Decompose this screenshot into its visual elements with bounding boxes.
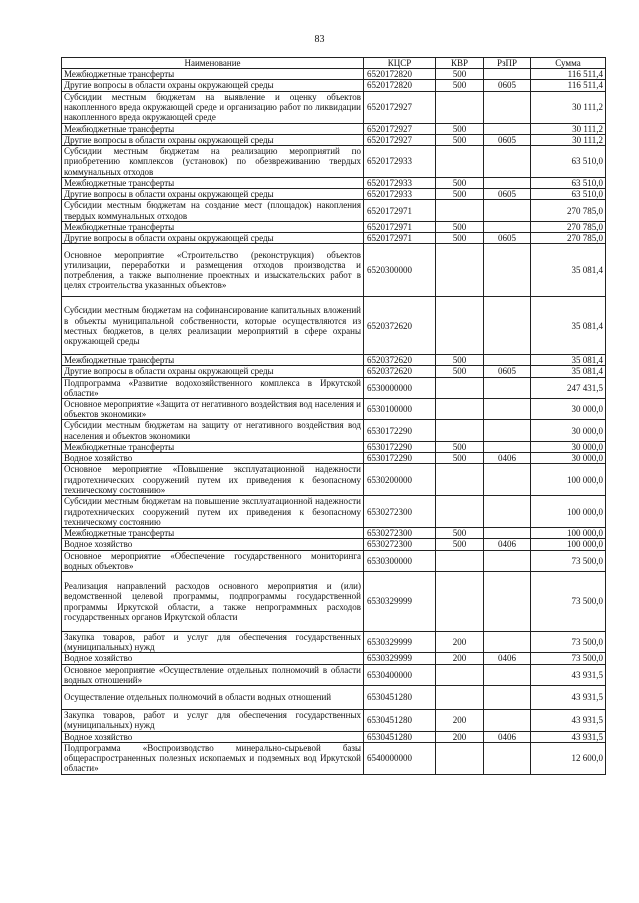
- table-row: [62, 528, 606, 539]
- row-kcsr: 6520172927: [364, 134, 436, 145]
- row-name: Субсидии местным бюджетам на создание мест (площадок) накопления твердых коммунальных отходов: [62, 200, 364, 221]
- table-row: [62, 742, 606, 774]
- row-kcsr: 6520172933: [364, 178, 436, 189]
- row-sum: 63 510,0: [531, 178, 606, 189]
- row-rzpr: [484, 69, 531, 80]
- row-rzpr: 0406: [484, 731, 531, 742]
- row-kcsr: 6540000000: [364, 742, 436, 774]
- row-kcsr: 6530172290: [364, 420, 436, 441]
- table-row: [62, 244, 606, 297]
- row-name: Осуществление отдельных полномочий в области водных отношений: [62, 686, 364, 710]
- row-kvr: [436, 686, 484, 710]
- row-rzpr: [484, 355, 531, 366]
- row-kvr: 500: [436, 366, 484, 377]
- table-row: [62, 297, 606, 355]
- row-rzpr: [484, 710, 531, 731]
- row-kvr: [436, 496, 484, 528]
- row-kcsr: 6520172933: [364, 146, 436, 178]
- row-sum: 35 081,4: [531, 366, 606, 377]
- row-kcsr: 6520372620: [364, 355, 436, 366]
- table-row: [62, 464, 606, 496]
- row-kvr: 500: [436, 441, 484, 452]
- row-kvr: 500: [436, 355, 484, 366]
- row-rzpr: [484, 178, 531, 189]
- row-name: Межбюджетные трансферты: [62, 355, 364, 366]
- row-kvr: 500: [436, 539, 484, 550]
- row-name: Основное мероприятие «Обеспечение государственного мониторинга водных объектов»: [62, 550, 364, 571]
- row-name: Субсидии местным бюджетам на реализацию мероприятий по приобретению комплексов (установок) по обезвреживанию твердых коммунальных отходов: [62, 146, 364, 178]
- row-name: Закупка товаров, работ и услуг для обеспечения государственных (муниципальных) нужд: [62, 632, 364, 653]
- budget-table: [61, 57, 606, 775]
- row-sum: 43 931,5: [531, 686, 606, 710]
- row-kvr: [436, 399, 484, 420]
- table-row: [62, 134, 606, 145]
- row-kcsr: 6520172971: [364, 221, 436, 232]
- row-name: Межбюджетные трансферты: [62, 69, 364, 80]
- row-rzpr: 0406: [484, 453, 531, 464]
- row-kvr: 500: [436, 233, 484, 244]
- row-rzpr: [484, 528, 531, 539]
- header-kcsr: КЦСР: [364, 58, 436, 69]
- table-row: [62, 189, 606, 200]
- row-rzpr: [484, 664, 531, 685]
- row-name: Субсидии местным бюджетам на повышение эксплуатационной надежности гидротехнических сооружений путем их приведения к безопасному техническому состоянию: [62, 496, 364, 528]
- row-kvr: 200: [436, 632, 484, 653]
- row-rzpr: [484, 377, 531, 398]
- row-kvr: [436, 420, 484, 441]
- row-rzpr: 0406: [484, 539, 531, 550]
- table-row: [62, 355, 606, 366]
- row-kvr: [436, 200, 484, 221]
- row-kcsr: 6530172290: [364, 441, 436, 452]
- row-kvr: 500: [436, 528, 484, 539]
- row-kvr: [436, 297, 484, 355]
- row-rzpr: 0605: [484, 134, 531, 145]
- table-row: [62, 69, 606, 80]
- row-rzpr: [484, 123, 531, 134]
- row-name: Основное мероприятие «Строительство (реконструкция) объектов утилизации, переработки и размещения отходов производства и потребления, а также выполнение проектных и изыскательских работ в целях строительства указанных объектов»: [62, 244, 364, 297]
- row-rzpr: 0406: [484, 653, 531, 664]
- row-name: Межбюджетные трансферты: [62, 441, 364, 452]
- row-rzpr: 0605: [484, 233, 531, 244]
- row-kvr: [436, 550, 484, 571]
- row-kcsr: 6520172933: [364, 189, 436, 200]
- row-sum: 116 511,4: [531, 69, 606, 80]
- row-kvr: [436, 664, 484, 685]
- row-rzpr: [484, 221, 531, 232]
- table-row: [62, 710, 606, 731]
- row-kvr: 500: [436, 123, 484, 134]
- table-header-row: [62, 58, 606, 69]
- row-kvr: [436, 572, 484, 632]
- row-rzpr: [484, 200, 531, 221]
- row-kvr: 500: [436, 178, 484, 189]
- table-row: [62, 664, 606, 685]
- row-rzpr: 0605: [484, 189, 531, 200]
- row-rzpr: [484, 742, 531, 774]
- row-sum: 116 511,4: [531, 80, 606, 91]
- row-kvr: 500: [436, 134, 484, 145]
- row-sum: 63 510,0: [531, 189, 606, 200]
- table-row: [62, 550, 606, 571]
- row-rzpr: [484, 399, 531, 420]
- row-kcsr: 6520172927: [364, 91, 436, 123]
- row-name: Субсидии местным бюджетам на защиту от негативного воздействия вод населения и объектов экономики: [62, 420, 364, 441]
- table-row: [62, 221, 606, 232]
- table-row: [62, 572, 606, 632]
- row-rzpr: [484, 550, 531, 571]
- row-kcsr: 6530000000: [364, 377, 436, 398]
- row-name: Другие вопросы в области охраны окружающей среды: [62, 233, 364, 244]
- table-row: [62, 632, 606, 653]
- row-name: Основное мероприятие «Осуществление отдельных полномочий в области водных отношений»: [62, 664, 364, 685]
- row-sum: 73 500,0: [531, 653, 606, 664]
- row-kvr: 200: [436, 731, 484, 742]
- row-kcsr: 6530272300: [364, 539, 436, 550]
- row-rzpr: [484, 297, 531, 355]
- row-rzpr: [484, 146, 531, 178]
- row-kcsr: 6520172971: [364, 200, 436, 221]
- table-row: [62, 80, 606, 91]
- table-row: [62, 366, 606, 377]
- row-name: Межбюджетные трансферты: [62, 528, 364, 539]
- row-name: Межбюджетные трансферты: [62, 123, 364, 134]
- row-kcsr: 6520172927: [364, 123, 436, 134]
- row-kcsr: 6520300000: [364, 244, 436, 297]
- row-kcsr: 6520172820: [364, 80, 436, 91]
- row-sum: 30 111,2: [531, 91, 606, 123]
- row-sum: 30 000,0: [531, 441, 606, 452]
- row-rzpr: [484, 686, 531, 710]
- row-sum: 35 081,4: [531, 355, 606, 366]
- row-sum: 73 500,0: [531, 632, 606, 653]
- table-row: [62, 146, 606, 178]
- row-sum: 270 785,0: [531, 221, 606, 232]
- row-kvr: 200: [436, 710, 484, 731]
- row-name: Другие вопросы в области охраны окружающей среды: [62, 80, 364, 91]
- row-name: Водное хозяйство: [62, 653, 364, 664]
- row-kcsr: 6530200000: [364, 464, 436, 496]
- row-name: Другие вопросы в области охраны окружающей среды: [62, 189, 364, 200]
- row-kvr: [436, 91, 484, 123]
- table-row: [62, 200, 606, 221]
- row-sum: 35 081,4: [531, 244, 606, 297]
- table-row: [62, 686, 606, 710]
- row-rzpr: 0605: [484, 80, 531, 91]
- table-row: [62, 233, 606, 244]
- row-sum: 30 111,2: [531, 134, 606, 145]
- row-kvr: 500: [436, 189, 484, 200]
- row-kvr: 500: [436, 69, 484, 80]
- row-name: Субсидии местным бюджетам на софинансирование капитальных вложений в объекты муниципальной собственности, которые осуществляются из местных бюджетов, в целях реализации мероприятий в сфере охраны окружающей среды: [62, 297, 364, 355]
- table-row: [62, 377, 606, 398]
- row-rzpr: 0605: [484, 366, 531, 377]
- table-row: [62, 91, 606, 123]
- row-kvr: [436, 742, 484, 774]
- row-kcsr: 6530272300: [364, 528, 436, 539]
- row-kcsr: 6530329999: [364, 653, 436, 664]
- row-kcsr: 6530451280: [364, 710, 436, 731]
- row-kvr: 200: [436, 653, 484, 664]
- table-row: [62, 123, 606, 134]
- row-name: Закупка товаров, работ и услуг для обеспечения государственных (муниципальных) нужд: [62, 710, 364, 731]
- row-kvr: [436, 146, 484, 178]
- row-kvr: 500: [436, 221, 484, 232]
- row-sum: 30 000,0: [531, 399, 606, 420]
- row-kcsr: 6520172820: [364, 69, 436, 80]
- row-sum: 247 431,5: [531, 377, 606, 398]
- row-rzpr: [484, 632, 531, 653]
- table-row: [62, 420, 606, 441]
- table-row: [62, 178, 606, 189]
- row-sum: 270 785,0: [531, 233, 606, 244]
- row-kvr: [436, 377, 484, 398]
- row-kcsr: 6530329999: [364, 572, 436, 632]
- row-sum: 100 000,0: [531, 539, 606, 550]
- row-sum: 73 500,0: [531, 572, 606, 632]
- row-sum: 100 000,0: [531, 464, 606, 496]
- row-kvr: 500: [436, 453, 484, 464]
- row-rzpr: [484, 91, 531, 123]
- row-kcsr: 6530451280: [364, 731, 436, 742]
- row-name: Другие вопросы в области охраны окружающей среды: [62, 134, 364, 145]
- row-rzpr: [484, 496, 531, 528]
- row-kvr: [436, 464, 484, 496]
- header-sum: Сумма: [531, 58, 606, 69]
- row-kvr: 500: [436, 80, 484, 91]
- row-name: Межбюджетные трансферты: [62, 178, 364, 189]
- row-name: Подпрограмма «Развитие водохозяйственного комплекса в Иркутской области»: [62, 377, 364, 398]
- row-kcsr: 6520372620: [364, 366, 436, 377]
- row-name: Водное хозяйство: [62, 731, 364, 742]
- row-name: Субсидии местным бюджетам на выявление и оценку объектов накопленного вреда окружающей среде и организацию работ по ликвидации накопленного вреда окружающей среде: [62, 91, 364, 123]
- row-kvr: [436, 244, 484, 297]
- table-row: [62, 496, 606, 528]
- row-sum: 35 081,4: [531, 297, 606, 355]
- row-kcsr: 6520372620: [364, 297, 436, 355]
- table-row: [62, 399, 606, 420]
- row-sum: 30 000,0: [531, 453, 606, 464]
- row-name: Водное хозяйство: [62, 539, 364, 550]
- row-kcsr: 6530100000: [364, 399, 436, 420]
- row-rzpr: [484, 572, 531, 632]
- row-rzpr: [484, 441, 531, 452]
- table-row: [62, 441, 606, 452]
- page-number: 83: [314, 34, 325, 45]
- table-row: [62, 653, 606, 664]
- row-kcsr: 6530400000: [364, 664, 436, 685]
- row-sum: 270 785,0: [531, 200, 606, 221]
- row-kcsr: 6530172290: [364, 453, 436, 464]
- header-name: Наименование: [62, 58, 364, 69]
- table-row: [62, 453, 606, 464]
- row-sum: 63 510,0: [531, 146, 606, 178]
- row-sum: 100 000,0: [531, 528, 606, 539]
- row-name: Реализация направлений расходов основного мероприятия и (или) ведомственной целевой программы, подпрограммы государственной программы Иркутской области, а также непрограммных расходов государственных органов Иркутской области: [62, 572, 364, 632]
- row-sum: 43 931,5: [531, 710, 606, 731]
- table-row: [62, 539, 606, 550]
- row-sum: 73 500,0: [531, 550, 606, 571]
- row-kcsr: 6530329999: [364, 632, 436, 653]
- row-name: Основное мероприятие «Повышение эксплуатационной надежности гидротехнических сооружений путем их приведения к безопасному техническому состоянию»: [62, 464, 364, 496]
- row-kcsr: 6530300000: [364, 550, 436, 571]
- header-kvr: КВР: [436, 58, 484, 69]
- row-kcsr: 6530272300: [364, 496, 436, 528]
- row-sum: 12 600,0: [531, 742, 606, 774]
- row-sum: 43 931,5: [531, 731, 606, 742]
- row-sum: 100 000,0: [531, 496, 606, 528]
- row-name: Подпрограмма «Воспроизводство минерально-сырьевой базы общераспространенных полезных ископаемых и подземных вод Иркутской области»: [62, 742, 364, 774]
- row-sum: 30 000,0: [531, 420, 606, 441]
- row-sum: 43 931,5: [531, 664, 606, 685]
- row-rzpr: [484, 420, 531, 441]
- header-rzpr: РзПР: [484, 58, 531, 69]
- row-name: Другие вопросы в области охраны окружающей среды: [62, 366, 364, 377]
- row-kcsr: 6530451280: [364, 686, 436, 710]
- row-name: Водное хозяйство: [62, 453, 364, 464]
- row-sum: 30 111,2: [531, 123, 606, 134]
- row-name: Межбюджетные трансферты: [62, 221, 364, 232]
- row-name: Основное мероприятие «Защита от негативного воздействия вод населения и объектов экономики»: [62, 399, 364, 420]
- row-kcsr: 6520172971: [364, 233, 436, 244]
- table-row: [62, 731, 606, 742]
- row-rzpr: [484, 464, 531, 496]
- row-rzpr: [484, 244, 531, 297]
